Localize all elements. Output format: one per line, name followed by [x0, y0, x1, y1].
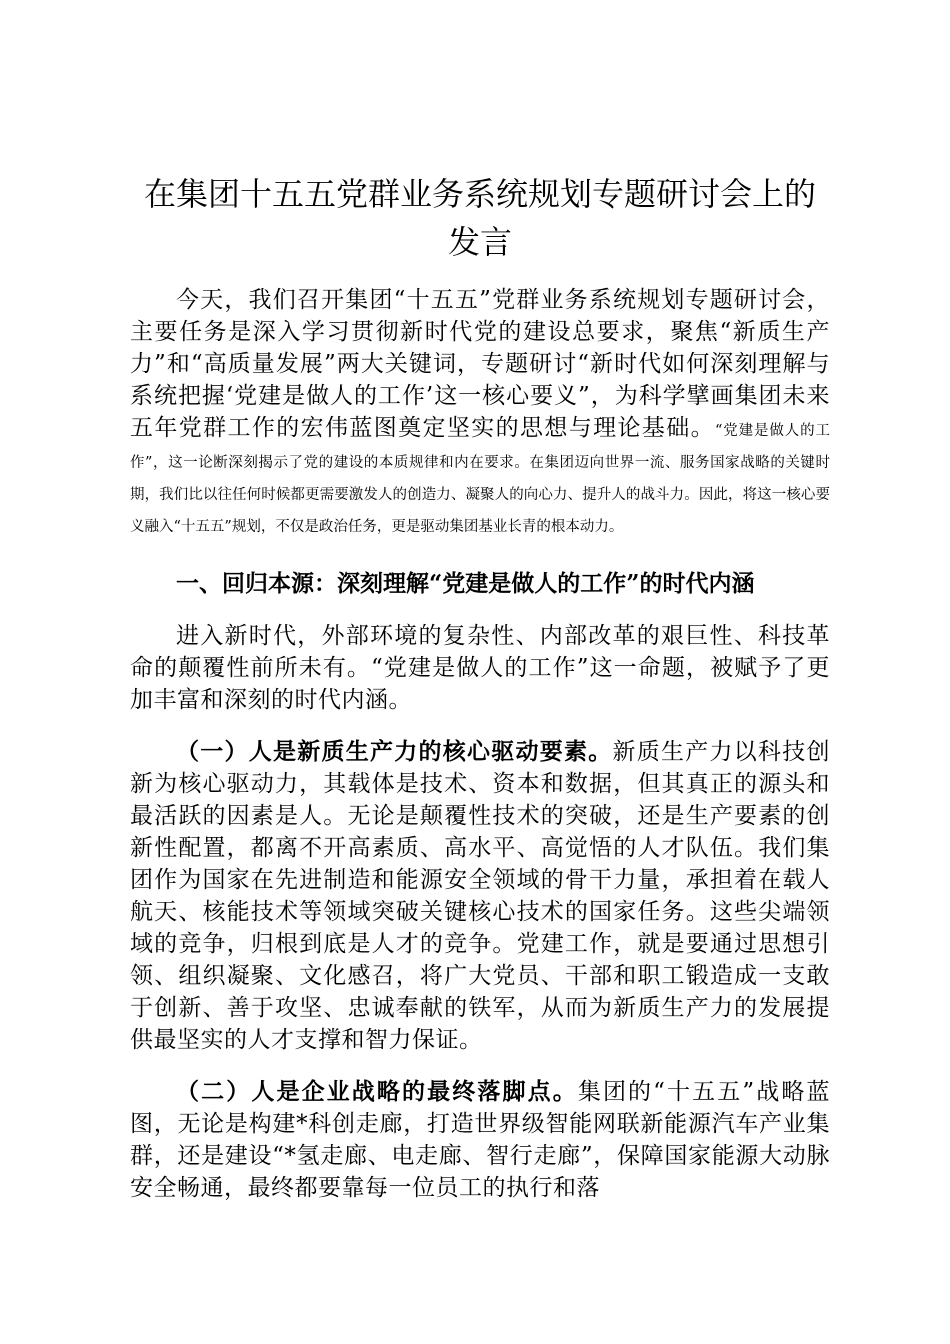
section-1-paragraph: 进入新时代，外部环境的复杂性、内部改革的艰巨性、科技革命的颠覆性前所未有。“党建是做人的工作”这一命题，被赋予了更加丰富和深刻的时代内涵。 [130, 623, 830, 713]
document-title: 在集团十五五党群业务系统规划专题研讨会上的发言 [143, 175, 816, 261]
point-1-paragraph [130, 736, 830, 1056]
point-1-lead: （一）人是新质生产力的核心驱动要素。 [176, 738, 613, 765]
point-2-lead: （二）人是企业战略的最终落脚点。 [176, 1078, 578, 1105]
document-body [130, 170, 830, 1204]
intro-large-text: 今天，我们召开集团“十五五”党群业务系统规划专题研讨会，主要任务是深入学习贯彻新时代党的建设总要求，聚焦“新质生产力”和“高质量发展”两大关键词，专题研讨“新时代如何深刻理解与系统把握‘党建是做人的工作’这一核心要义”，为科学擘画集团未来五年党群工作的宏伟蓝图奠定坚实的思想与理论基础。 [130, 287, 830, 441]
intro-paragraph [130, 284, 830, 540]
section-heading-1: 一、回归本源：深刻理解“党建是做人的工作”的时代内涵 [176, 570, 755, 597]
point-1-body: 新质生产力以科技创新为核心驱动力，其载体是技术、资本和数据，但其真正的源头和最活跃的因素是人。无论是颠覆性技术的突破，还是生产要素的创新性配置，都离不开高素质、高水平、高觉悟的人才队伍。我们集团作为国家在先进制造和能源安全领域的骨干力量，承担着在载人航天、核能技术等领域突破关键核心技术的国家任务。这些尖端领域的竞争，归根到底是人才的竞争。党建工作，就是要通过思想引领、组织凝聚、文化感召，将广大党员、干部和职工锻造成一支敢于创新、善于攻坚、忠诚奉献的铁军，从而为新质生产力的发展提供最坚实的人才支撑和智力保证。 [130, 739, 830, 1053]
intro-small-text: “党建是做人的工作”，这一论断深刻揭示了党的建设的本质规律和内在要求。在集团迈向世界一流、服务国家战略的关键时期，我们比以往任何时候都更需要激发人的创造力、凝聚人的向心力、提升人的战斗力。因此，将这一核心要义融入“十五五”规划，不仅是政治任务，更是驱动集团基业长青的根本动力。 [130, 423, 830, 535]
point-2-body: 集团的“十五五”战略蓝图，无论是构建*科创走廊，打造世界级智能网联新能源汽车产业集群，还是建设“*氢走廊、电走廊、智行走廊”，保障国家能源大动脉安全畅通，最终都要靠每一位员工的执行和落 [130, 1079, 830, 1201]
point-2-paragraph [130, 1076, 830, 1204]
